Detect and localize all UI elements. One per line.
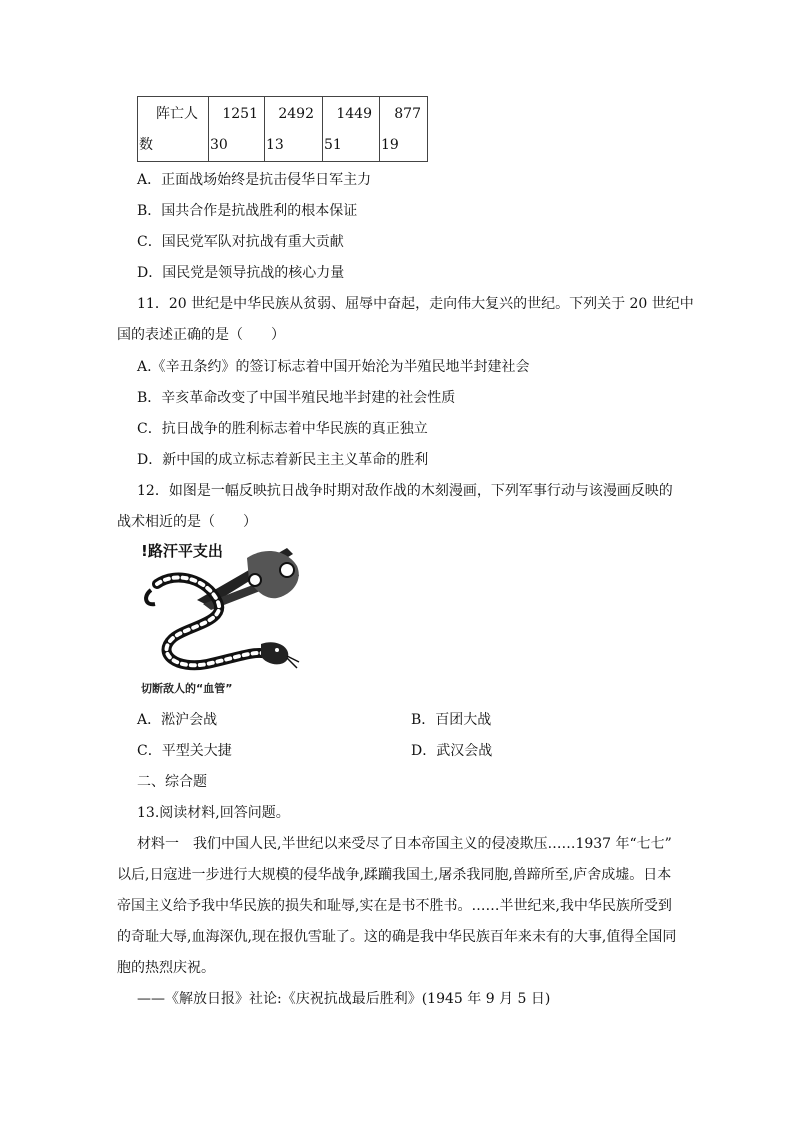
q11-option-a: A.《辛丑条约》的签订标志着中国开始沦为半殖民地半封建社会	[137, 359, 530, 375]
table-cell: 数	[139, 137, 153, 153]
q12-option-b: B．百团大战	[411, 712, 492, 728]
table-cell: 1251	[222, 106, 258, 122]
table-cell: 30	[210, 137, 228, 153]
material-source: ——《解放日报》社论:《庆祝抗战最后胜利》(1945 年 9 月 5 日)	[137, 991, 551, 1007]
q13-stem: 13.阅读材料,回答问题。	[137, 805, 290, 821]
material-one-cont: 的奇耻大辱,血海深仇,现在报仇雪耻了。这的确是我中华民族百年来未有的大事,值得全国同	[117, 929, 677, 945]
q11-option-d: D．新中国的成立标志着新民主主义革命的胜利	[137, 452, 429, 468]
woodcut-cartoon	[137, 540, 303, 700]
table-cell: 1449	[336, 106, 372, 122]
q11-option-b: B．辛亥革命改变了中国半殖民地半封建的社会性质	[137, 390, 456, 406]
table-cell: 13	[266, 137, 284, 153]
material-one-cont: 胞的热烈庆祝。	[117, 960, 215, 976]
material-one-cont: 帝国主义给予我中华民族的损失和耻辱,实在是书不胜书。……半世纪来,我中华民族所受到	[117, 898, 672, 914]
table-cell: 877	[394, 106, 421, 122]
q11-stem-cont: 国的表述正确的是（ ）	[117, 327, 285, 343]
table-divider	[264, 97, 265, 161]
table-cell: 51	[324, 137, 342, 153]
casualty-table	[137, 96, 428, 162]
material-one-cont: 以后,日寇进一步进行大规模的侵华战争,蹂躏我国土,屠杀我同胞,兽蹄所至,庐舍成墟。日本	[117, 867, 672, 883]
section-title: 二、综合题	[137, 774, 207, 790]
table-cell: 阵亡人	[156, 106, 198, 122]
table-divider	[379, 97, 380, 161]
q10-option-c: C．国民党军队对抗战有重大贡献	[137, 234, 344, 250]
q12-option-c: C．平型关大捷	[137, 743, 232, 759]
cartoon-heading: !路汗平支出	[141, 542, 223, 560]
table-divider	[322, 97, 323, 161]
cartoon-caption: 切断敌人的“血管”	[141, 682, 233, 695]
table-cell: 2492	[278, 106, 314, 122]
material-one: 材料一 我们中国人民,半世纪以来受尽了日本帝国主义的侵凌欺压……1937 年“七七”	[137, 836, 672, 852]
q11-option-c: C．抗日战争的胜利标志着中华民族的真正独立	[137, 421, 428, 437]
q12-option-d: D．武汉会战	[411, 743, 493, 759]
table-divider	[208, 97, 209, 161]
q12-option-a: A．淞沪会战	[137, 712, 218, 728]
q11-stem: 11．20 世纪是中华民族从贫弱、屈辱中奋起，走向伟大复兴的世纪。下列关于 20 世纪中	[137, 296, 694, 312]
table-cell: 19	[381, 137, 399, 153]
q10-option-a: A．正面战场始终是抗击侵华日军主力	[137, 172, 372, 188]
q10-option-b: B．国共合作是抗战胜利的根本保证	[137, 203, 358, 219]
q12-stem: 12．如图是一幅反映抗日战争时期对敌作战的木刻漫画，下列军事行动与该漫画反映的	[137, 483, 673, 499]
q12-stem-cont: 战术相近的是（ ）	[117, 514, 257, 530]
q10-option-d: D．国民党是领导抗战的核心力量	[137, 265, 345, 281]
